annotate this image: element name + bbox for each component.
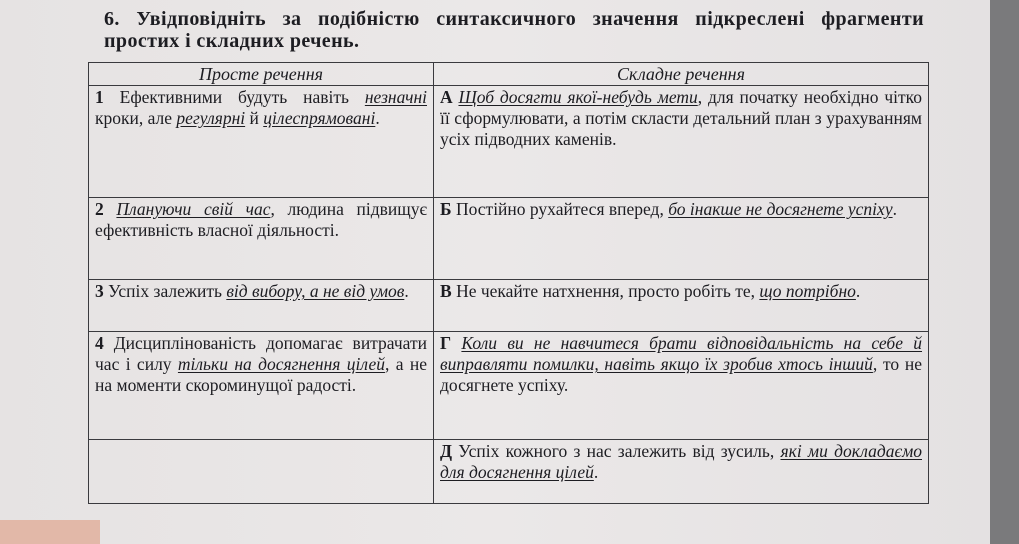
item-letter: Д xyxy=(440,441,453,461)
simple-sentence-cell xyxy=(89,86,434,198)
item-number: 2 xyxy=(95,199,104,219)
underlined-fragment: тільки на досягнення цілей xyxy=(177,354,385,374)
sentence-text xyxy=(452,281,861,301)
text-fragment: , а не на моменти скороминущої радості. xyxy=(95,354,427,395)
item-number: 4 xyxy=(95,333,104,353)
simple-sentence-cell xyxy=(89,332,434,440)
text-fragment: Не чекайте натхнення, просто робіть те, xyxy=(451,281,760,301)
underlined-fragment: регулярні xyxy=(176,108,246,128)
text-fragment: Постійно рухайтеся вперед, xyxy=(451,199,669,219)
underlined-fragment: Коли ви не навчитеся брати відповідальність на себе й виправляти помилки, навіть якщо їх зробив хтось інший xyxy=(440,333,923,374)
table-row xyxy=(89,86,929,198)
task-title: 6. Увідповідніть за подібністю синтаксичного значення підкреслені фрагменти простих і складних речень. xyxy=(104,8,924,52)
text-fragment: кроки, але xyxy=(95,108,177,128)
item-letter: Б xyxy=(440,199,452,219)
table-row xyxy=(89,198,929,280)
underlined-fragment: цілеспрямовані xyxy=(263,108,376,128)
table-row xyxy=(89,332,929,440)
complex-sentence-cell xyxy=(434,440,929,504)
item-letter: В xyxy=(440,281,452,301)
sentence-text xyxy=(104,281,409,301)
text-fragment: Успіх кожного з нас залежить від зусиль, xyxy=(452,441,781,461)
simple-sentence-cell xyxy=(89,198,434,280)
sentence-text xyxy=(95,199,427,240)
table-row xyxy=(89,440,929,504)
sentence-text xyxy=(440,333,922,395)
sentence-text xyxy=(95,87,427,128)
complex-sentence-cell xyxy=(434,280,929,332)
text-fragment: . xyxy=(855,281,861,301)
table-row xyxy=(89,280,929,332)
underlined-fragment: Плануючи свій час xyxy=(116,199,271,219)
text-fragment: , людина підвищує ефективність власної діяльності. xyxy=(95,199,427,240)
text-fragment xyxy=(104,199,117,219)
background-object xyxy=(0,520,100,544)
text-fragment: . xyxy=(892,199,897,219)
underlined-fragment: від вибору, а не від умов xyxy=(226,281,405,301)
sentence-text xyxy=(95,333,427,395)
sentence-text xyxy=(452,199,897,219)
header-simple-sentence: Просте речення xyxy=(89,63,434,86)
table-header-row xyxy=(89,63,929,86)
item-number: 3 xyxy=(95,281,104,301)
text-fragment: Дисциплінованість допомагає витрачати час і силу xyxy=(95,333,427,374)
complex-sentence-cell xyxy=(434,332,929,440)
underlined-fragment: що потрібно xyxy=(759,281,856,301)
item-letter: Г xyxy=(440,333,452,353)
underlined-fragment: бо інакше не досягнете успіху xyxy=(668,199,893,219)
text-fragment xyxy=(451,333,461,353)
sentence-text xyxy=(440,441,922,482)
text-fragment: Ефективними будуть навіть xyxy=(103,87,365,107)
simple-sentence-cell-empty xyxy=(89,440,434,504)
item-number: 1 xyxy=(95,87,104,107)
text-fragment: . xyxy=(375,108,380,128)
sentence-text xyxy=(440,87,922,149)
text-fragment: . xyxy=(404,281,409,301)
text-fragment: , то не досягнете успіху. xyxy=(440,354,922,395)
underlined-fragment: Щоб досягти якої-небудь мети xyxy=(458,87,698,107)
complex-sentence-cell xyxy=(434,86,929,198)
matching-table xyxy=(88,62,929,504)
text-fragment: Успіх залежить xyxy=(103,281,227,301)
header-complex-sentence: Складне речення xyxy=(434,63,929,86)
underlined-fragment: які ми докладаємо для досягнення цілей xyxy=(440,441,922,482)
text-fragment: . xyxy=(593,462,599,482)
text-fragment: , для початку необхідно чітко її сформулювати, а потім скласти детальний план з урахуванням усіх підводних каменів. xyxy=(440,87,922,149)
simple-sentence-cell xyxy=(89,280,434,332)
underlined-fragment: незначні xyxy=(364,87,427,107)
text-fragment: й xyxy=(245,108,264,128)
complex-sentence-cell xyxy=(434,198,929,280)
item-letter: А xyxy=(440,87,453,107)
